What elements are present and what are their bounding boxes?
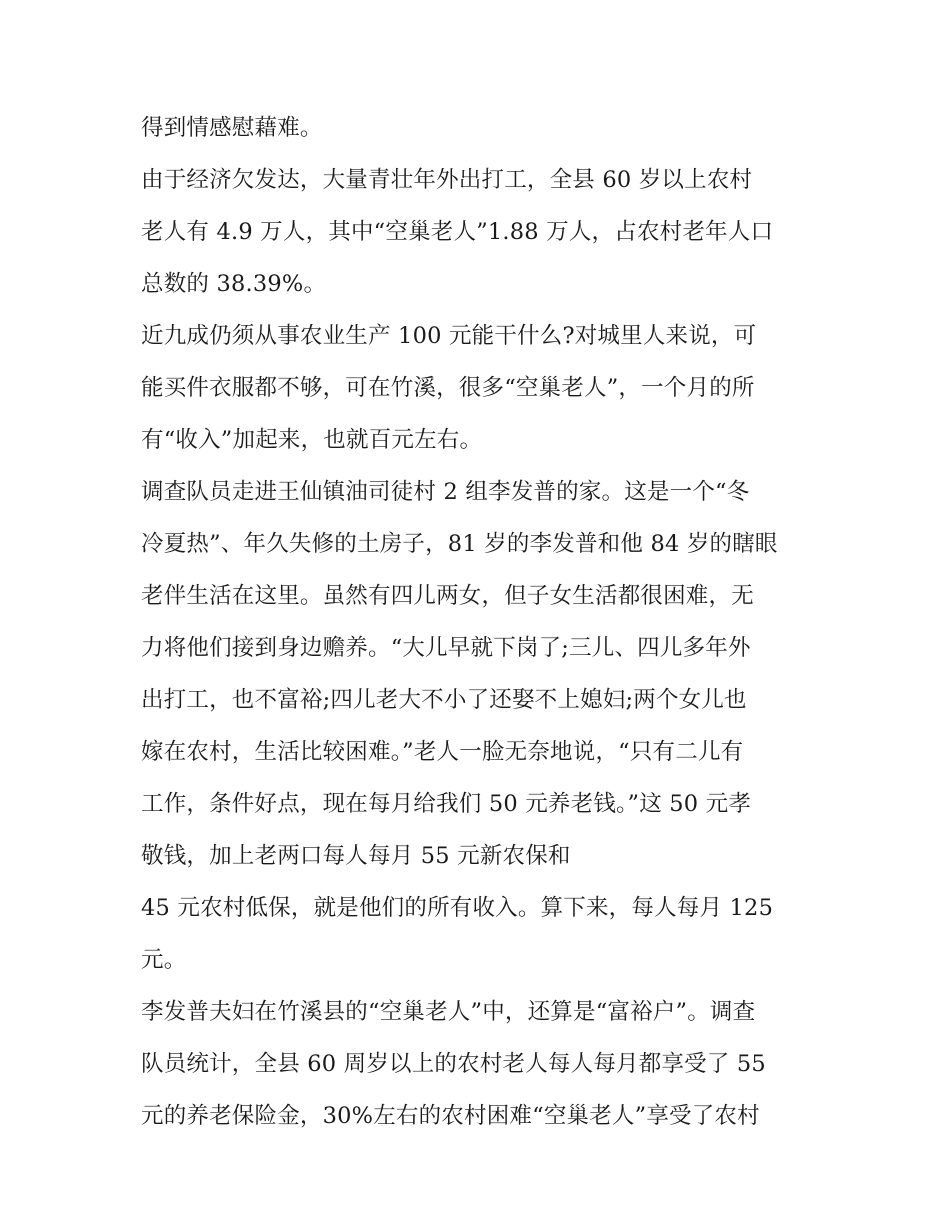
text-line: 工作，条件好点，现在每月给我们 50 元养老钱。”这 50 元孝 (141, 791, 752, 817)
text-line: 出打工，也不富裕;四儿老大不小了还娶不上媳妇;两个女儿也 (141, 687, 747, 713)
text-line: 老人有 4.9 万人，其中“空巢老人”1.88 万人，占农村老年人口 (141, 219, 774, 245)
text-line: 嫁在农村，生活比较困难。”老人一脸无奈地说，“只有二儿有 (141, 739, 744, 765)
text-line: 冷夏热”、年久失修的土房子，81 岁的李发普和他 84 岁的瞎眼 (141, 531, 778, 557)
text-line: 敬钱，加上老两口每人每月 55 元新农保和 (141, 843, 571, 869)
text-line: 老伴生活在这里。虽然有四儿两女，但子女生活都很困难，无 (141, 583, 754, 609)
text-line: 45 元农村低保，就是他们的所有收入。算下来，每人每月 125 (141, 895, 774, 921)
text-line: 总数的 38.39%。 (141, 271, 327, 297)
text-line: 元的养老保险金，30%左右的农村困难“空巢老人”享受了农村 (141, 1103, 760, 1129)
text-line: 队员统计，全县 60 周岁以上的农村老人每人每月都享受了 55 (141, 1051, 766, 1077)
text-line: 力将他们接到身边赡养。“大儿早就下岗了;三儿、四儿多年外 (141, 635, 751, 661)
text-line: 元。 (141, 947, 187, 973)
text-line: 有“收入”加起来，也就百元左右。 (141, 427, 483, 453)
text-line: 得到情感慰藉难。 (141, 115, 323, 141)
text-line: 调查队员走进王仙镇油司徒村 2 组李发普的家。这是一个“冬 (141, 479, 750, 505)
text-line: 由于经济欠发达，大量青壮年外出打工，全县 60 岁以上农村 (141, 167, 753, 193)
text-line: 李发普夫妇在竹溪县的“空巢老人”中，还算是“富裕户”。调查 (141, 999, 756, 1025)
text-line: 近九成仍须从事农业生产 100 元能干什么?对城里人来说，可 (141, 323, 757, 349)
text-line: 能买件衣服都不够，可在竹溪，很多“空巢老人”，一个月的所 (141, 375, 755, 401)
